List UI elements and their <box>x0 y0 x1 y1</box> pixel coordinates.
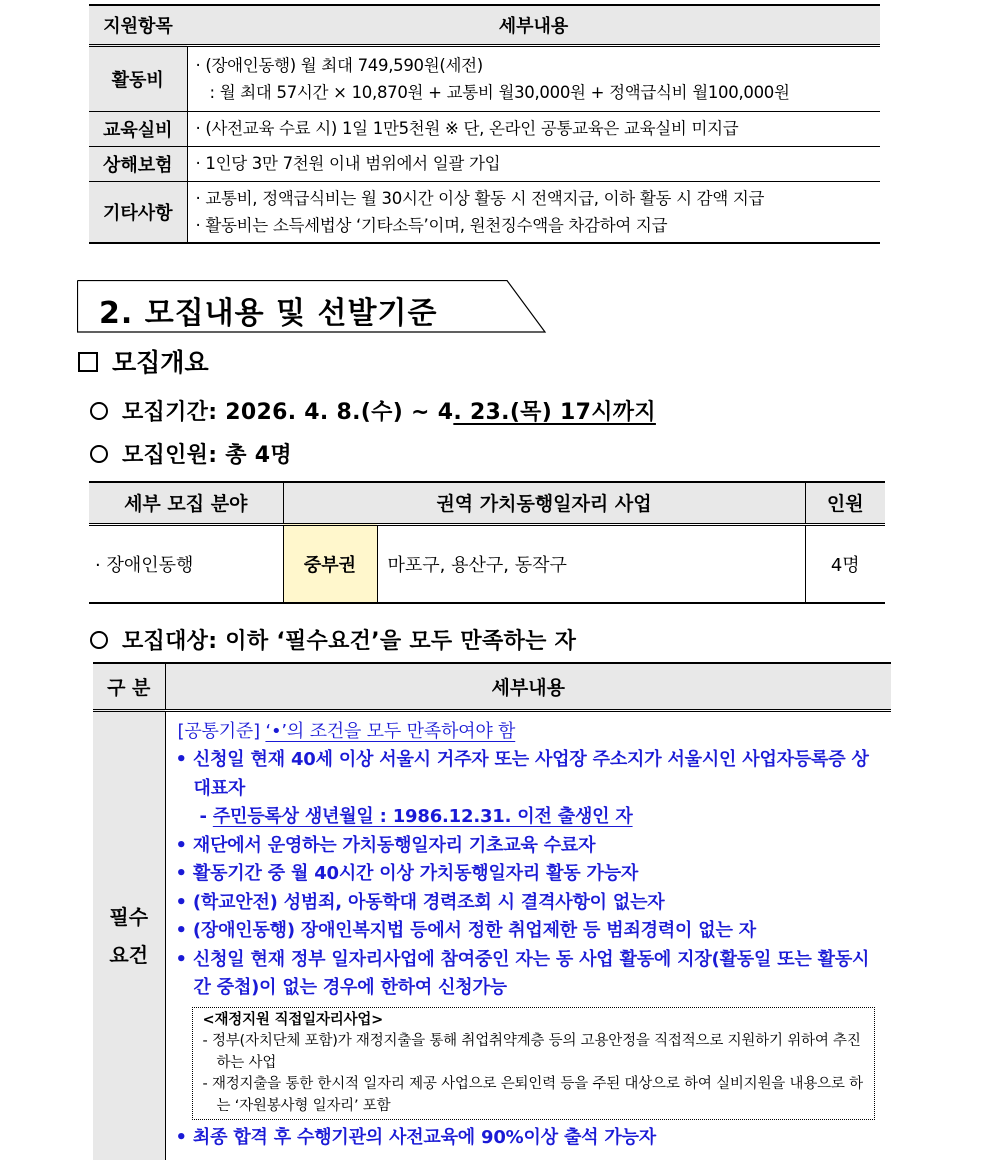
recruit-period <box>90 395 656 426</box>
label-line: 요건 <box>109 943 149 967</box>
support-items-table <box>89 4 880 244</box>
section-title-box <box>77 280 547 335</box>
row-label: 상해보험 <box>89 146 187 181</box>
common-criteria: [공통기준] ‘•’의 조건을 모두 만족하여야 함 <box>177 720 516 742</box>
row-details: · (사전교육 수료 시) 1일 1만5천원 ※ 단, 온라인 공통교육은 교육실비 미지급 <box>187 111 880 146</box>
header-details: 세부내용 <box>187 5 880 45</box>
circle-bullet-icon <box>90 445 108 463</box>
header-support-item: 지원항목 <box>89 5 187 45</box>
detail-line: · (장애인동행) 월 최대 749,590원(세전) <box>195 55 483 75</box>
required-label <box>93 710 165 1160</box>
row-label: 활동비 <box>89 45 187 111</box>
circle-bullet-icon <box>90 631 108 649</box>
detail-line: · 활동비는 소득세법상 ‘기타소득’이며, 원천징수액을 차감하여 지급 <box>195 215 668 235</box>
circle-bullet-icon <box>90 402 108 420</box>
period-text: 모집기간: 2026. 4. 8.(수) ~ 4 <box>122 400 454 425</box>
row-label: 기타사항 <box>89 181 187 243</box>
list-item: • 최종 합격 후 수행기관의 사전교육에 90%이상 출석 가능자 <box>176 1124 882 1153</box>
list-item: • (학교안전) 성범죄, 아동학대 경력조회 시 결격사항이 없는자 <box>176 889 882 918</box>
note-title: <재정지원 직접일자리사업> <box>202 1011 384 1028</box>
label-line: 필수 <box>109 905 149 929</box>
birth-condition: - 주민등록상 생년월일 : 1986.12.31. 이전 출생인 자 <box>199 806 633 827</box>
row-details <box>187 45 880 111</box>
square-bullet-icon <box>78 352 98 372</box>
list-item: • 신청일 현재 40세 이상 서울시 거주자 또는 사업장 주소지가 서울시인 사업자등록증 상 대표자 <box>176 746 882 803</box>
headcount-text: 모집인원: 총 4명 <box>122 443 292 468</box>
field-cell: · 장애인동행 <box>89 524 283 603</box>
target-text: 모집대상: 이하 ‘필수요건’을 모두 만족하는 자 <box>122 629 577 654</box>
table-row <box>89 524 885 603</box>
list-item: • (장애인동행) 장애인복지법 등에서 정한 취업제한 등 범죄경력이 없는 자 <box>176 917 882 946</box>
list-item: • 신청일 현재 정부 일자리사업에 참여중인 자는 동 사업 활동에 지장(활동일 또는 활동시간 중첩)이 없는 경우에 한하여 신청가능 <box>176 946 882 1003</box>
detail-line: · 교통비, 정액급식비는 월 30시간 이상 활동 시 전액지급, 이하 활동 시 감액 지급 <box>195 188 765 208</box>
districts-cell: 마포구, 용산구, 동작구 <box>377 524 805 603</box>
region-cell: 중부권 <box>283 524 377 603</box>
requirements-body <box>165 710 891 1160</box>
note-item: - 정부(자치단체 포함)가 재정지출을 통해 취업취약계층 등의 고용안정을 직접적으로 지원하기 위하여 추진하는 사업 <box>202 1033 861 1071</box>
recruit-target <box>90 624 576 655</box>
header-details: 세부내용 <box>165 663 891 710</box>
period-deadline: . 23.(목) 17시까지 <box>453 400 656 425</box>
detail-line: : 월 최대 57시간 × 10,870원 + 교통비 월30,000원 + 정액급식비 월100,000원 <box>209 82 790 102</box>
overview-heading-text: 모집개요 <box>112 348 209 377</box>
header-project: 권역 가치동행일자리 사업 <box>283 482 805 524</box>
row-label: 교육실비 <box>89 111 187 146</box>
table-row <box>89 111 880 146</box>
row-details: · 1인당 3만 7천원 이내 범위에서 일괄 가입 <box>187 146 880 181</box>
recruit-table <box>89 481 885 604</box>
count-cell: 4명 <box>805 524 885 603</box>
row-details <box>187 181 880 243</box>
list-item: • 재단에서 운영하는 가치동행일자리 기초교육 수료자 <box>176 832 882 861</box>
overview-heading <box>78 343 209 379</box>
list-item: • 활동기간 중 월 40시간 이상 가치동행일자리 활동 가능자 <box>176 860 882 889</box>
recruit-headcount <box>90 438 292 469</box>
header-category: 구 분 <box>93 663 165 710</box>
header-count: 인원 <box>805 482 885 524</box>
note-item: - 재정지출을 통한 한시적 일자리 제공 사업으로 은퇴인력 등을 주된 대상으로 하여 실비지원을 내용으로 하는 ‘자원봉사형 일자리’ 포함 <box>202 1076 863 1114</box>
table-row <box>89 181 880 243</box>
note-box <box>192 1007 876 1121</box>
section-title: 2. 모집내용 및 선발기준 <box>99 296 438 331</box>
requirements-table <box>93 662 891 1160</box>
table-row <box>89 45 880 111</box>
header-field: 세부 모집 분야 <box>89 482 283 524</box>
table-row <box>89 146 880 181</box>
